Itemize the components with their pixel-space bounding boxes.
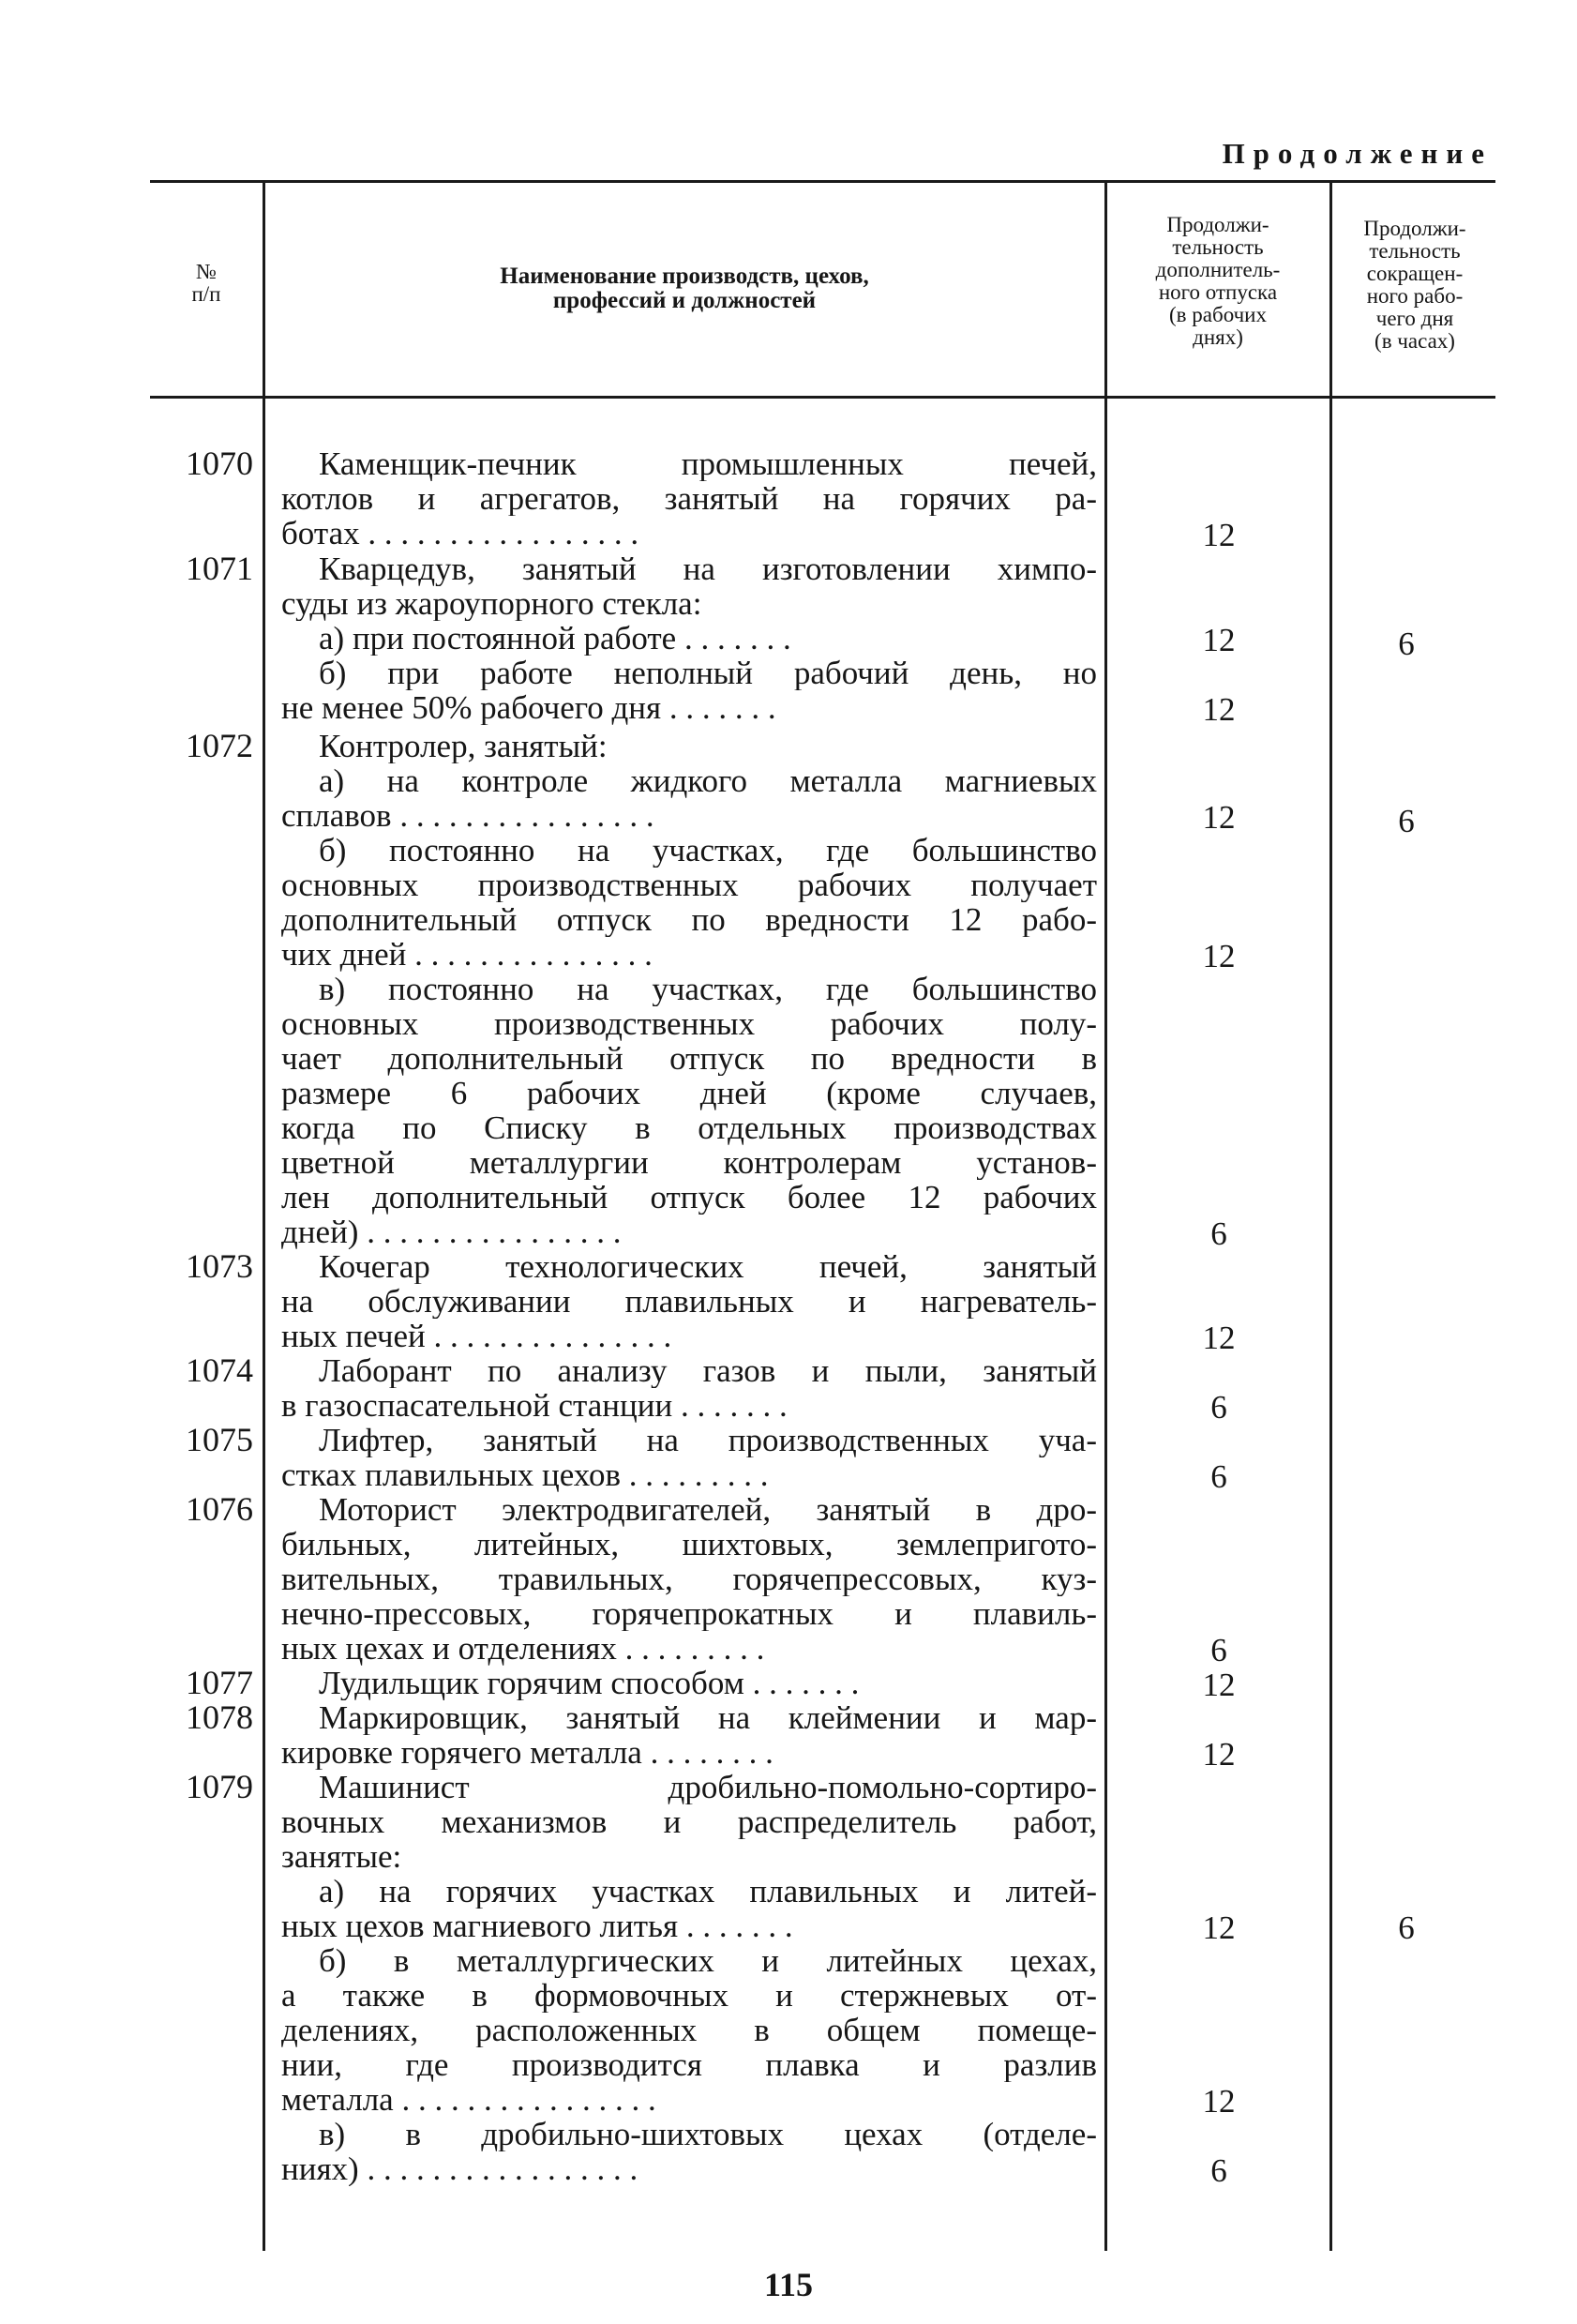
text-line: металла . . . . . . . . . . . . . . . .: [281, 2082, 656, 2117]
row-number: 1073: [186, 1247, 253, 1285]
text-line: ботах . . . . . . . . . . . . . . . . .: [281, 516, 639, 551]
leave-value: 12: [1202, 938, 1236, 974]
text-line: чих дней . . . . . . . . . . . . . . .: [281, 937, 653, 972]
row-number: 1078: [186, 1698, 253, 1736]
text-line: Маркировщик, занятый на клеймении и мар-: [319, 1700, 1097, 1735]
text-line: нии, где производится плавка и разлив: [281, 2047, 1097, 2082]
leave-value: 12: [1202, 691, 1236, 728]
text-line: кировке горячего металла . . . . . . . .: [281, 1735, 773, 1770]
text-line: Машинист дробильно-помольно-сортиро-: [319, 1770, 1097, 1804]
header-num: № п/п: [191, 260, 221, 306]
text-line: Кварцедув, занятый на изготовлении химпо-: [319, 551, 1097, 586]
row-number: 1074: [186, 1351, 253, 1389]
text-line: Каменщик-печник промышленных печей,: [319, 446, 1097, 481]
text-line: Лаборант по анализу газов и пыли, занятый: [319, 1353, 1097, 1388]
text-line: б) при работе неполный рабочий день, но: [319, 656, 1097, 690]
text-line: основных производственных рабочих полу-: [281, 1006, 1097, 1041]
text-line: размере 6 рабочих дней (кроме случаев,: [281, 1076, 1097, 1110]
row-number: 1077: [186, 1664, 253, 1701]
text-line: а также в формовочных и стержневых от-: [281, 1978, 1097, 2013]
text-line: бильных, литейных, шихтовых, землепригото-: [281, 1527, 1097, 1562]
page-number: 115: [763, 2266, 813, 2303]
column-divider-3: [1329, 183, 1332, 2251]
row-number: 1070: [186, 445, 253, 482]
text-line: цветной металлургии контролерам установ-: [281, 1145, 1097, 1180]
text-line: Контролер, занятый:: [319, 729, 608, 763]
text-line: б) постоянно на участках, где большинство: [319, 833, 1097, 868]
text-line: сплавов . . . . . . . . . . . . . . . .: [281, 798, 654, 833]
text-line: когда по Списку в отдельных производствах: [281, 1110, 1097, 1145]
leave-value: 12: [1202, 2083, 1236, 2120]
text-line: делениях, расположенных в общем помеще-: [281, 2013, 1097, 2047]
text-line: дополнительный отпуск по вредности 12 рабо-: [281, 902, 1097, 937]
text-line: на обслуживании плавильных и нагреватель-: [281, 1284, 1097, 1319]
row-number: 1076: [186, 1490, 253, 1528]
text-line: ных цехов магниевого литья . . . . . . .: [281, 1909, 793, 1943]
row-number: 1075: [186, 1421, 253, 1458]
table-header-rule: [150, 396, 1495, 399]
leave-value: 12: [1202, 799, 1236, 836]
text-line: в) постоянно на участках, где большинство: [319, 972, 1097, 1006]
text-line: ных печей . . . . . . . . . . . . . . .: [281, 1319, 672, 1353]
leave-value: 12: [1202, 1320, 1236, 1356]
leave-value: 6: [1210, 1215, 1227, 1252]
text-line: лен дополнительный отпуск более 12 рабочих: [281, 1180, 1097, 1215]
text-line: не менее 50% рабочего дня . . . . . . .: [281, 690, 776, 725]
hours-value: 6: [1398, 803, 1415, 839]
text-line: чает дополнительный отпуск по вредности в: [281, 1041, 1097, 1076]
text-line: Лудильщик горячим способом . . . . . . .: [319, 1666, 860, 1700]
text-line: а) на горячих участках плавильных и литей-: [319, 1874, 1097, 1909]
text-line: вочных механизмов и распределитель работ,: [281, 1804, 1097, 1839]
text-line: Кочегар технологических печей, занятый: [319, 1249, 1097, 1284]
header-name: Наименование производств, цехов, профессий и должностей: [500, 264, 869, 313]
leave-value: 6: [1210, 2152, 1227, 2189]
row-number: 1071: [186, 550, 253, 587]
header-hours: Продолжи- тельность сокращен- ного рабо- чего дня (в часах): [1363, 217, 1466, 353]
leave-value: 12: [1202, 1736, 1236, 1773]
text-line: дней) . . . . . . . . . . . . . . . .: [281, 1215, 622, 1249]
hours-value: 6: [1398, 1909, 1415, 1946]
leave-value: 6: [1210, 1458, 1227, 1495]
text-line: б) в металлургических и литейных цехах,: [319, 1943, 1097, 1978]
text-line: ниях) . . . . . . . . . . . . . . . . .: [281, 2151, 638, 2186]
row-number: 1079: [186, 1768, 253, 1805]
text-line: суды из жароупорного стекла:: [281, 586, 702, 621]
text-line: Моторист электродвигателей, занятый в дро-: [319, 1492, 1097, 1527]
leave-value: 12: [1202, 1909, 1236, 1946]
text-line: занятые:: [281, 1839, 402, 1874]
table-top-rule: [150, 180, 1495, 183]
text-line: Лифтер, занятый на производственных уча-: [319, 1423, 1097, 1457]
text-line: стках плавильных цехов . . . . . . . . .: [281, 1457, 769, 1492]
column-divider-2: [1104, 183, 1107, 2251]
leave-value: 12: [1202, 1667, 1236, 1703]
text-line: а) при постоянной работе . . . . . . .: [319, 621, 791, 656]
header-leave: Продолжи- тельность дополнитель- ного отпуска (в рабочих днях): [1155, 213, 1281, 349]
text-line: котлов и агрегатов, занятый на горячих ра-: [281, 481, 1097, 516]
leave-value: 12: [1202, 622, 1236, 658]
text-line: вительных, травильных, горячепрессовых, куз-: [281, 1562, 1097, 1596]
leave-value: 6: [1210, 1632, 1227, 1668]
text-line: нечно-прессовых, горячепрокатных и плавиль-: [281, 1596, 1097, 1631]
text-line: ных цехах и отделениях . . . . . . . . .: [281, 1631, 765, 1666]
hours-value: 6: [1398, 626, 1415, 662]
leave-value: 6: [1210, 1389, 1227, 1426]
text-line: основных производственных рабочих получает: [281, 868, 1097, 902]
text-line: в газоспасательной станции . . . . . . .: [281, 1388, 788, 1423]
continuation-label: Продолжение: [1222, 137, 1493, 170]
leave-value: 12: [1202, 517, 1236, 553]
text-line: в) в дробильно-шихтовых цехах (отделе-: [319, 2117, 1097, 2151]
text-line: а) на контроле жидкого металла магниевых: [319, 763, 1097, 798]
column-divider-1: [263, 183, 265, 2251]
row-number: 1072: [186, 727, 253, 764]
